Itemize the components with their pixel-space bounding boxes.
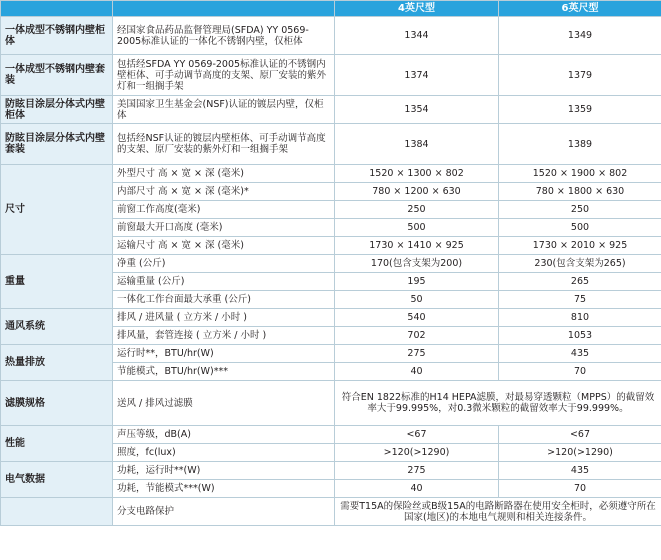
value-4ft: 1374 [335, 55, 499, 96]
description-cell: 经国家食品药品监督管理局(SFDA) YY 0569-2005标准认证的一体化不锈钢内壁，仅柜体 [113, 17, 335, 55]
category-cell: 通风系统 [1, 309, 113, 345]
description-cell: 一体化工作台面最大承重 (公斤) [113, 291, 335, 309]
header-model-4ft: 4英尺型 [335, 1, 499, 17]
value-6ft: 230(包含支架为265) [499, 255, 661, 273]
table-row [1, 17, 661, 55]
table-row [1, 255, 661, 273]
value-6ft: 75 [499, 291, 661, 309]
value-4ft: 275 [335, 345, 499, 363]
value-6ft: 435 [499, 462, 661, 480]
value-4ft: 170(包含支架为200) [335, 255, 499, 273]
value-6ft: 500 [499, 219, 661, 237]
category-cell: 热量排放 [1, 345, 113, 381]
category-cell: 性能 [1, 426, 113, 462]
table-row [1, 462, 661, 480]
table-row [1, 498, 661, 526]
value-6ft: 810 [499, 309, 661, 327]
description-cell: 外型尺寸 高 × 宽 × 深 (毫米) [113, 165, 335, 183]
value-6ft: 1389 [499, 124, 661, 165]
table-row [1, 426, 661, 444]
value-4ft: 195 [335, 273, 499, 291]
category-cell [1, 498, 113, 526]
description-cell: 送风 / 排风过滤膜 [113, 381, 335, 426]
table-row [1, 96, 661, 124]
value-4ft: 1520 × 1300 × 802 [335, 165, 499, 183]
description-cell: 运输尺寸 高 × 宽 × 深 (毫米) [113, 237, 335, 255]
category-cell: 一体成型不锈钢内壁套装 [1, 55, 113, 96]
value-4ft: 1354 [335, 96, 499, 124]
value-6ft: 70 [499, 363, 661, 381]
description-cell: 净重 (公斤) [113, 255, 335, 273]
description-cell: 运输重量 (公斤) [113, 273, 335, 291]
value-4ft: 40 [335, 480, 499, 498]
category-cell: 尺寸 [1, 165, 113, 255]
value-4ft: 275 [335, 462, 499, 480]
value-4ft: 540 [335, 309, 499, 327]
description-cell: 前窗最大开口高度 (毫米) [113, 219, 335, 237]
value-4ft: 250 [335, 201, 499, 219]
table-row [1, 124, 661, 165]
category-cell: 防眩目涂层分体式内壁柜体 [1, 96, 113, 124]
value-4ft: 1384 [335, 124, 499, 165]
value-4ft: >120(>1290) [335, 444, 499, 462]
table-row [1, 309, 661, 327]
value-6ft: >120(>1290) [499, 444, 661, 462]
value-4ft: 50 [335, 291, 499, 309]
category-cell: 滤膜规格 [1, 381, 113, 426]
table-row [1, 165, 661, 183]
value-6ft: 1520 × 1900 × 802 [499, 165, 661, 183]
value-6ft: 70 [499, 480, 661, 498]
header-cell [113, 1, 335, 17]
value-6ft: 250 [499, 201, 661, 219]
value-6ft: 1359 [499, 96, 661, 124]
description-cell: 运行时**，BTU/hr(W) [113, 345, 335, 363]
category-cell: 重量 [1, 255, 113, 309]
value-4ft: 40 [335, 363, 499, 381]
header-model-6ft: 6英尺型 [499, 1, 661, 17]
value-4ft: <67 [335, 426, 499, 444]
table-row [1, 381, 661, 426]
table-header-row [1, 1, 661, 17]
description-cell: 排风 / 进风量 ( 立方米 / 小时 ) [113, 309, 335, 327]
description-cell: 包括经NSF认证的镀层内壁柜体、可手动调节高度的支架、原厂安装的紫外灯和一组搁手架 [113, 124, 335, 165]
value-6ft: 265 [499, 273, 661, 291]
table-row [1, 345, 661, 363]
value-6ft: 780 × 1800 × 630 [499, 183, 661, 201]
category-cell: 一体成型不锈钢内壁柜体 [1, 17, 113, 55]
description-cell: 功耗，运行时**(W) [113, 462, 335, 480]
value-6ft: 1379 [499, 55, 661, 96]
value-6ft: <67 [499, 426, 661, 444]
value-6ft: 1349 [499, 17, 661, 55]
merged-value-cell: 需要T15A的保险丝或B级15A的电路断路器在使用安全柜时，必须遵守所在国家(地区)的本地电气规则和相关连接条件。 [335, 498, 661, 526]
description-cell: 美国国家卫生基金会(NSF)认证的镀层内壁，仅柜体 [113, 96, 335, 124]
value-4ft: 780 × 1200 × 630 [335, 183, 499, 201]
value-6ft: 1730 × 2010 × 925 [499, 237, 661, 255]
description-cell: 内部尺寸 高 × 宽 × 深 (毫米)* [113, 183, 335, 201]
table-row [1, 55, 661, 96]
description-cell: 包括经SFDA YY 0569-2005标准认证的不锈钢内壁柜体、可手动调节高度的支架、原厂安装的紫外灯和一组搁手架 [113, 55, 335, 96]
value-6ft: 1053 [499, 327, 661, 345]
category-cell: 电气数据 [1, 462, 113, 498]
description-cell: 照度，fc(lux) [113, 444, 335, 462]
description-cell: 节能模式，BTU/hr(W)*** [113, 363, 335, 381]
category-cell: 防眩目涂层分体式内壁套装 [1, 124, 113, 165]
description-cell: 声压等级，dB(A) [113, 426, 335, 444]
description-cell: 分支电路保护 [113, 498, 335, 526]
header-cell [1, 1, 113, 17]
description-cell: 功耗，节能模式***(W) [113, 480, 335, 498]
description-cell: 前窗工作高度(毫米) [113, 201, 335, 219]
merged-value-cell: 符合EN 1822标准的H14 HEPA滤膜，对最易穿透颗粒（MPPS）的截留效率大于99.995%，对0.3微米颗粒的截留效率大于99.999%。 [335, 381, 661, 426]
value-4ft: 500 [335, 219, 499, 237]
value-4ft: 1730 × 1410 × 925 [335, 237, 499, 255]
value-4ft: 1344 [335, 17, 499, 55]
description-cell: 排风量，套管连接 ( 立方米 / 小时 ) [113, 327, 335, 345]
value-6ft: 435 [499, 345, 661, 363]
value-4ft: 702 [335, 327, 499, 345]
